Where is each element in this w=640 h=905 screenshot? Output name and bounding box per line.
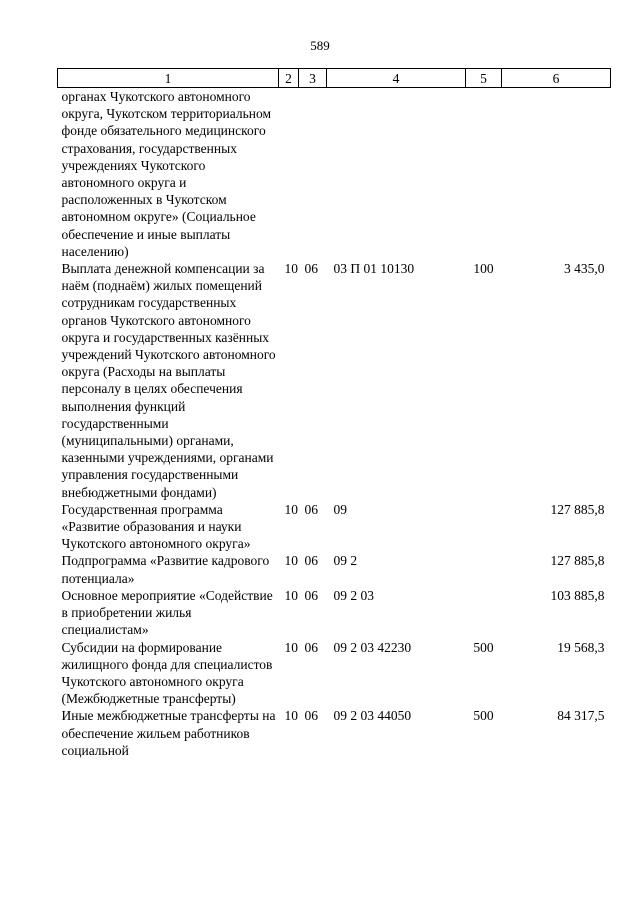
row-name: Выплата денежной компенсации за наём (поднаём) жилых помещений сотрудникам государственных органов Чукотского автономного округа и государственных казённых учреждений Чукотского автономного округа (Расходы на выплаты персоналу в целях обеспечения выполнения функций государственными (муниципальными) органами, казенными учреждениями, органами управления государственными внебюджетными фондами) bbox=[61, 261, 276, 500]
table-header bbox=[58, 69, 611, 88]
row-section: 10 bbox=[284, 501, 298, 517]
row-subsection: 06 bbox=[304, 639, 318, 655]
row-code bbox=[327, 88, 466, 261]
row-amount: 84 317,5 bbox=[557, 708, 605, 724]
row-subsection: 06 bbox=[304, 261, 318, 277]
header-row bbox=[58, 69, 611, 88]
row-subsection: 06 bbox=[304, 708, 318, 724]
column-header-6: 6 bbox=[502, 69, 611, 88]
column-header-5: 5 bbox=[466, 69, 502, 88]
row-name: Подпрограмма «Развитие кадрового потенциала» bbox=[61, 553, 270, 586]
row-section: 10 bbox=[284, 553, 298, 569]
row-name: Иные межбюджетные трансферты на обеспечение жильем работников социальной bbox=[61, 708, 276, 758]
row-type bbox=[466, 587, 502, 639]
row-amount: 127 885,8 bbox=[550, 553, 605, 569]
row-amount bbox=[502, 88, 611, 261]
row-code: 03 П 01 10130 bbox=[333, 261, 415, 277]
row-subsection: 06 bbox=[304, 587, 318, 603]
column-header-2: 2 bbox=[279, 69, 299, 88]
table-row bbox=[58, 587, 611, 639]
row-section bbox=[279, 88, 299, 261]
table-row bbox=[58, 552, 611, 586]
row-type: 500 bbox=[473, 639, 494, 655]
row-section: 10 bbox=[284, 708, 298, 724]
table-row bbox=[58, 707, 611, 759]
row-type: 100 bbox=[473, 261, 494, 277]
column-header-4: 4 bbox=[327, 69, 466, 88]
table-row bbox=[58, 639, 611, 708]
row-code: 09 2 03 42230 bbox=[333, 639, 412, 655]
row-amount: 103 885,8 bbox=[550, 587, 605, 603]
table-row bbox=[58, 260, 611, 501]
row-code: 09 2 bbox=[333, 553, 358, 569]
row-name: Государственная программа «Развитие образования и науки Чукотского автономного округа» bbox=[61, 501, 251, 552]
row-section: 10 bbox=[284, 639, 298, 655]
row-section: 10 bbox=[284, 261, 298, 277]
row-code: 09 2 03 44050 bbox=[333, 708, 412, 724]
row-type: 500 bbox=[473, 708, 494, 724]
budget-table bbox=[57, 68, 611, 759]
row-name: органах Чукотского автономного округа, Чукотском территориальном фонде обязательного медицинского страхования, государственных учреждениях Чукотского автономного округа и расположенных в Чукотском автономном округе» (Социальное обеспечение и иные выплаты населению) bbox=[61, 89, 272, 259]
row-name: Основное мероприятие «Содействие в приобретении жилья специалистам» bbox=[61, 587, 273, 638]
row-name: Субсидии на формирование жилищного фонда для специалистов Чукотского автономного округа (Межбюджетные трансферты) bbox=[61, 639, 273, 707]
row-section: 10 bbox=[284, 587, 298, 603]
table-body bbox=[58, 88, 611, 759]
row-amount: 3 435,0 bbox=[564, 261, 605, 277]
row-subsection: 06 bbox=[304, 553, 318, 569]
column-header-3: 3 bbox=[299, 69, 327, 88]
row-code: 09 2 03 bbox=[333, 587, 374, 603]
row-subsection: 06 bbox=[304, 501, 318, 517]
row-amount: 19 568,3 bbox=[557, 639, 605, 655]
table-row bbox=[58, 501, 611, 553]
row-type bbox=[466, 88, 502, 261]
column-header-1: 1 bbox=[58, 69, 279, 88]
row-code: 09 bbox=[333, 501, 347, 517]
table-row bbox=[58, 88, 611, 261]
row-type bbox=[466, 501, 502, 553]
page-number: 589 bbox=[310, 38, 330, 53]
row-amount: 127 885,8 bbox=[550, 501, 605, 517]
row-type bbox=[466, 552, 502, 586]
row-subsection bbox=[299, 88, 327, 261]
